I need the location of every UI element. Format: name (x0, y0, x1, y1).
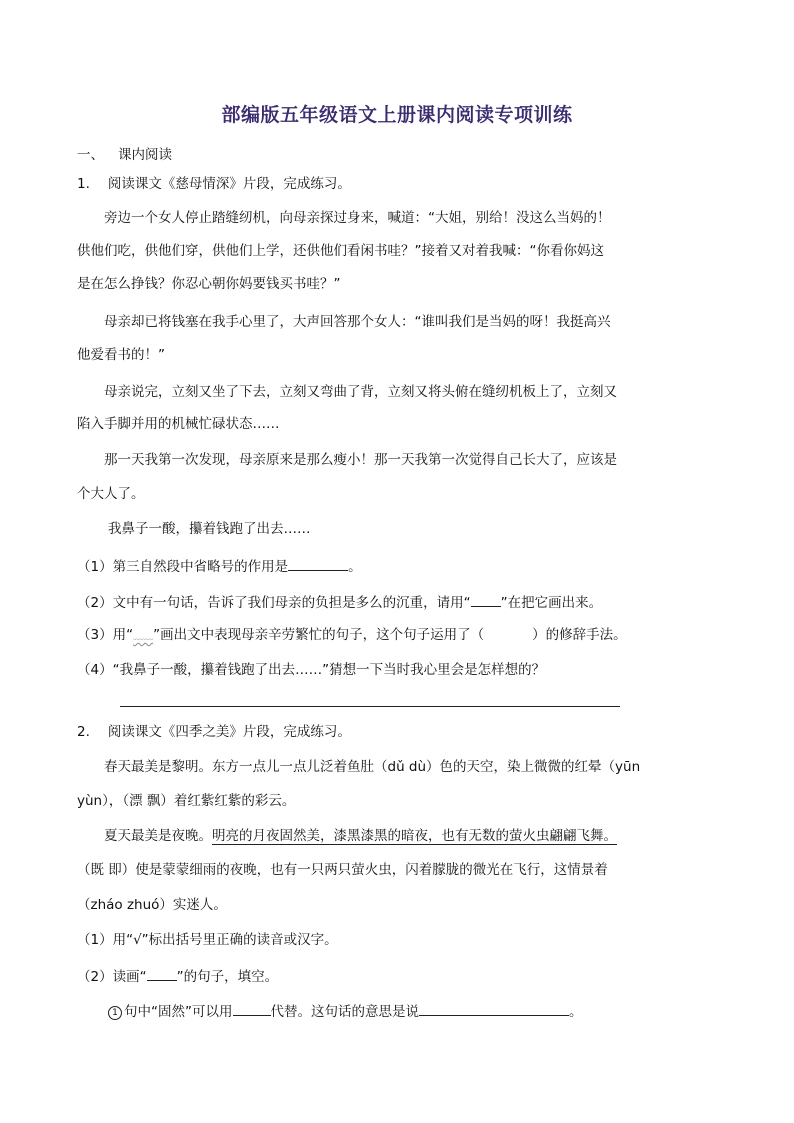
q1-para-line: 母亲说完，立刻又坐了下去，立刻又弯曲了背，立刻又将头俯在缝纫机板上了，立刻又 (104, 384, 617, 400)
q1-sub4: （4）“我鼻子一酸，攥着钱跑了出去……”猜想一下当时我心里会是怎样想的？ (77, 662, 546, 678)
section-heading (77, 146, 172, 164)
underline-mark (147, 966, 177, 981)
q1-para-line: 那一天我第一次发现，母亲原来是那么瘦小！那一天我第一次觉得自己长大了，应该是 (104, 452, 617, 468)
q1-heading (77, 175, 351, 193)
q2-para-line: yùn），（漂 飘）着红紫红紫的彩云。 (77, 793, 296, 809)
answer-line[interactable] (120, 706, 620, 707)
q1-para-line: 旁边一个女人停止踏缝纫机，向母亲探过身来，喊道：“大姐，别给！没这么当妈的！ (104, 210, 611, 226)
q2-para-line: （既 即）使是蒙蒙细雨的夜晚，也有一只两只萤火虫，闪着朦胧的微光在飞行，这情景着 (77, 862, 608, 878)
answer-blank[interactable] (419, 1001, 569, 1016)
q2-para-line: 春天最美是黎明。东方一点儿一点儿泛着鱼肚（dǔ dù）色的天空，染上微微的红晕（yūn (104, 759, 641, 775)
answer-blank[interactable] (288, 556, 348, 571)
q1-para-line: 是在怎么挣钱？你忍心朝你妈要钱买书哇？” (77, 276, 341, 292)
section-number: 一、 (77, 147, 104, 163)
circled-number: 1 (108, 1006, 122, 1020)
q2-heading (77, 723, 351, 741)
q1-para-line: 我鼻子一酸，攥着钱跑了出去…… (108, 521, 311, 537)
q2-sub2: （2）读画“ ”的句子，填空。 (77, 966, 278, 986)
q2-sub1: （1）用“√”标出括号里正确的读音或汉字。 (77, 932, 338, 948)
underlined-sentence: 明亮的月夜固然美，漆黑漆黑的暗夜，也有无数的萤火虫翩翩飞舞。 (212, 828, 617, 844)
q1-para-line: 陷入手脚并用的机械忙碌状态…… (77, 416, 280, 432)
underline-mark (471, 592, 501, 607)
q1-para-line: 母亲却已将钱塞在我手心里了，大声回答那个女人：“谁叫我们是当妈的呀！我挺高兴 (104, 314, 611, 330)
q2-intro: 阅读课文《四季之美》片段，完成练习。 (107, 724, 351, 740)
q2-number: 2. (77, 724, 90, 740)
q1-para-line: 他爱看书的！” (77, 347, 165, 363)
wavy-line-mark: ﹏﹏ (133, 631, 154, 642)
answer-blank[interactable] (233, 1001, 271, 1016)
q1-intro: 阅读课文《慈母情深》片段，完成练习。 (107, 176, 351, 192)
q1-sub2: （2）文中有一句话，告诉了我们母亲的负担是多么的沉重，请用“ ”在把它画出来。 (77, 592, 602, 612)
q1-sub1: （1）第三自然段中省略号的作用是 。 (77, 556, 362, 576)
section-label: 课内阅读 (118, 147, 172, 163)
q2-para-line: 夏天最美是夜晚。明亮的月夜固然美，漆黑漆黑的暗夜，也有无数的萤火虫翩翩飞舞。 (104, 828, 617, 844)
q1-para-line: 个大人了。 (77, 486, 145, 502)
q1-sub3: （3）用“﹏﹏”画出文中表现母亲辛劳繁忙的句子，这个句子运用了（ ）的修辞手法。 (77, 627, 627, 643)
q2-sub2-item1: 1 句中“固然”可以用 代替。这句话的意思是说 。 (108, 1001, 583, 1021)
q1-number: 1. (77, 176, 90, 192)
q2-para-line: （zháo zhuó）实迷人。 (77, 897, 227, 913)
q1-para-line: 供他们吃，供他们穿，供他们上学，还供他们看闲书哇？”接着又对着我喊：“你看你妈这 (77, 243, 604, 259)
page-title: 部编版五年级语文上册课内阅读专项训练 (221, 104, 573, 126)
